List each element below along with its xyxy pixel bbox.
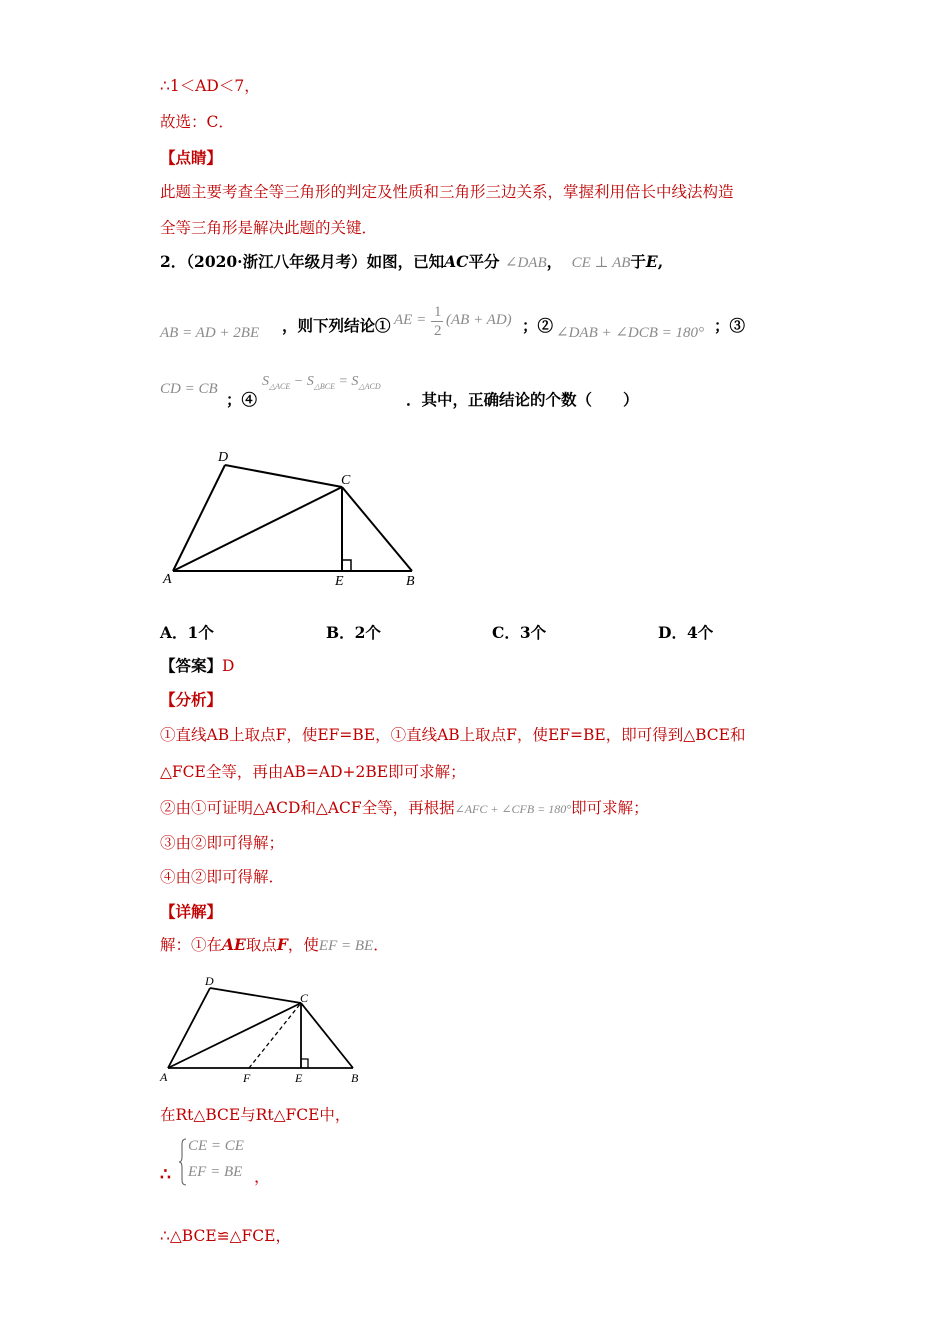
sep: ；③ [714, 316, 746, 335]
comma: ， [254, 1167, 271, 1186]
math-sub: △ACE [269, 381, 291, 391]
math-ab-eq: AB = AD + 2BE [160, 325, 260, 341]
math-cd-eq [160, 378, 218, 399]
segment-dc [225, 465, 342, 487]
text-line [160, 935, 389, 956]
text-part: ，使 [287, 936, 319, 954]
math-ac: AC [444, 252, 469, 271]
figure-trapezoid [155, 440, 435, 595]
fraction-numerator: 1 [434, 304, 442, 320]
equation-system [160, 1138, 280, 1188]
option-letter: B． [326, 623, 355, 642]
math-sub: △ACD [358, 381, 381, 391]
math-f: F [276, 935, 288, 954]
stem-text: 如图，已知 [366, 252, 445, 271]
text-part: ． [373, 936, 389, 954]
math-part: (AB + AD) [446, 312, 512, 328]
label-b: B [406, 574, 415, 589]
label-d: D [205, 974, 214, 988]
math-angle-afc: ∠AFC + ∠CFB = 180° [454, 802, 572, 816]
right-angle-mark [301, 1059, 308, 1068]
option-text: 4个 [686, 623, 714, 642]
math-part: ∠DAB + ∠DCB = 180° [556, 325, 705, 341]
text-part: 取点 [245, 936, 277, 954]
figure-trapezoid-f [155, 972, 370, 1090]
option-text: 3个 [519, 623, 547, 642]
question-conclusions: ，则下列结论① [282, 316, 391, 335]
label-e: E [295, 1071, 303, 1085]
label-b: B [351, 1071, 359, 1085]
segment-ad [168, 988, 210, 1068]
segment-ad [173, 465, 225, 571]
label-c: C [300, 991, 309, 1005]
question-source: （2020·浙江八年级月考） [186, 252, 367, 271]
right-angle-mark [342, 560, 351, 571]
option-c [492, 621, 546, 643]
segment-ac [173, 487, 342, 571]
text-line: ∴1＜AD＜7， [160, 77, 260, 95]
text-line: 故选：C． [160, 113, 234, 131]
question-number: 2． [160, 252, 187, 271]
option-letter: D． [658, 623, 687, 642]
math-part: − S [290, 374, 314, 389]
section-title: 【点睛】 [160, 148, 223, 167]
math-sub: △BCE [313, 381, 335, 391]
text-line: ④由②即可得解． [160, 868, 285, 886]
option-d [658, 621, 713, 643]
fraction-denominator: 2 [434, 323, 442, 339]
eq-ce-ce: CE = CE [188, 1138, 244, 1154]
text-line: ①直线AB上取点F，使EF=BE，①直线AB上取点F，使EF=BE，即可得到△BCE和 [160, 726, 746, 744]
math-angle-dab: ∠DAB [504, 255, 547, 271]
text-line: ∴△BCE≌△FCE， [160, 1227, 291, 1245]
text-part: ②由①可证明△ACD和△ACF全等，再根据 [160, 799, 455, 817]
fraction-bar [431, 321, 443, 322]
stem-text: , [657, 252, 664, 271]
label-a: A [163, 572, 172, 587]
math-ae: AE [222, 935, 246, 954]
answer-title: 【答案】 [160, 656, 223, 675]
label-e: E [335, 574, 344, 589]
label-c: C [341, 473, 351, 488]
option-text: 2个 [354, 623, 381, 642]
math-angle-sum [556, 322, 704, 343]
section-title: 【分析】 [160, 690, 223, 709]
option-b [326, 621, 381, 643]
text-line [160, 798, 649, 819]
sep: ；② [522, 316, 554, 335]
label-d: D [218, 450, 229, 465]
option-text: 1个 [187, 623, 214, 642]
sep: ；④ [226, 390, 258, 409]
question-tail: ．其中，正确结论的个数（ ） [406, 390, 639, 409]
segment-cb [342, 487, 412, 571]
question-stem [160, 252, 663, 273]
math-ef-eq: EF = BE [318, 938, 374, 954]
answer-line [160, 656, 234, 676]
stem-text: 平分 [468, 252, 500, 271]
text-line: 全等三角形是解决此题的关键． [160, 219, 378, 237]
brace-icon [178, 1138, 188, 1186]
text-line: 在Rt△BCE与Rt△FCE中， [160, 1106, 351, 1124]
segment-cb [301, 1003, 353, 1068]
question-line-2 [160, 322, 259, 343]
label-f: F [243, 1071, 251, 1085]
math-area-eq [262, 374, 381, 391]
eq-ef-be: EF = BE [188, 1164, 243, 1180]
math-e: E [645, 252, 658, 271]
text-line: 此题主要考查全等三角形的判定及性质和三角形三边关系，掌握利用倍长中线法构造 [160, 183, 734, 201]
option-letter: C． [492, 623, 520, 642]
segment-cf-dashed [249, 1003, 301, 1068]
text-part: 解：①在 [160, 936, 223, 954]
label-a: A [160, 1070, 168, 1084]
therefore-symbol: ∴ [160, 1165, 171, 1185]
text-line: △FCE全等，再由AB=AD+2BE即可求解； [160, 763, 466, 781]
answer-value: D [222, 657, 235, 675]
stem-text: 于 [630, 252, 646, 271]
math-ce-perp-ab: CE ⊥ AB [571, 255, 631, 271]
segment-dc [210, 988, 301, 1003]
math-part: = S [334, 374, 359, 389]
text-part: 即可求解； [571, 799, 649, 817]
math-part: S [262, 374, 269, 389]
text-line: ③由②即可得解； [160, 834, 285, 852]
stem-text: ， [546, 252, 563, 271]
option-letter: A． [160, 623, 188, 642]
math-part: AE = [394, 312, 427, 328]
segment-ac [168, 1003, 301, 1068]
math-part: CD = CB [160, 381, 218, 397]
option-a [160, 621, 214, 643]
section-title: 【详解】 [160, 902, 223, 921]
